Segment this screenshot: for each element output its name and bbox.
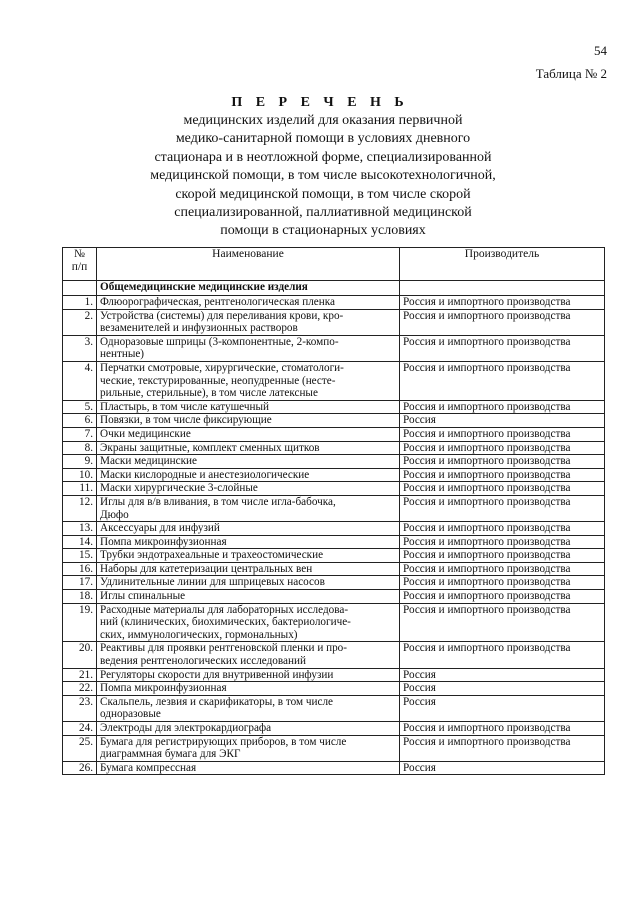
row-number: 2. (63, 309, 97, 335)
row-manufacturer: Россия и импортного производства (400, 361, 605, 400)
row-name: Флюорографическая, рентгенологическая пленка (97, 296, 400, 310)
row-manufacturer: Россия и импортного производства (400, 335, 605, 361)
row-manufacturer: Россия и импортного производства (400, 642, 605, 668)
row-number: 4. (63, 361, 97, 400)
row-number: 19. (63, 603, 97, 642)
row-name: Электроды для электрокардиографа (97, 722, 400, 736)
row-manufacturer: Россия и импортного производства (400, 427, 605, 441)
row-manufacturer: Россия и импортного производства (400, 522, 605, 536)
row-number: 21. (63, 668, 97, 682)
table-row (63, 335, 605, 361)
page-number: 54 (594, 43, 607, 58)
table-row (63, 400, 605, 414)
row-number: 10. (63, 468, 97, 482)
row-number: 26. (63, 761, 97, 775)
table-row (63, 522, 605, 536)
row-number: 16. (63, 562, 97, 576)
row-name: Реактивы для проявки рентгеновской пленки и про- ведения рентгенологических исследований (97, 642, 400, 668)
row-name: Маски хирургические 3-слойные (97, 482, 400, 496)
table-row (63, 761, 605, 775)
table-row (63, 642, 605, 668)
row-manufacturer: Россия и импортного производства (400, 309, 605, 335)
document-subtitle: медицинских изделий для оказания первичной медико-санитарной помощи в условиях дневного стационара и в неотложной форме, специализированной медицинской помощи, в том числе высокотехнологичной, скорой медицинской помощи, в том числе скорой специализированной, паллиативной медицинской помощи в стационарных условиях (150, 113, 496, 239)
table-row (63, 455, 605, 469)
table-row (63, 468, 605, 482)
row-name: Наборы для катетеризации центральных вен (97, 562, 400, 576)
row-name: Повязки, в том числе фиксирующие (97, 414, 400, 428)
row-name: Иглы спинальные (97, 590, 400, 604)
row-number: 22. (63, 682, 97, 696)
row-number: 20. (63, 642, 97, 668)
document-title: П Е Р Е Ч Е Н Ь (231, 95, 409, 110)
row-number: 25. (63, 735, 97, 761)
table-row (63, 495, 605, 521)
row-number: 17. (63, 576, 97, 590)
row-manufacturer: Россия (400, 682, 605, 696)
row-manufacturer: Россия и импортного производства (400, 441, 605, 455)
row-name: Перчатки смотровые, хирургические, стоматологи- ческие, текстурированные, неопудренные (несте- рильные, стерильные), в том числе латексные (97, 361, 400, 400)
table-row (63, 309, 605, 335)
header-name: Наименование (97, 248, 400, 281)
row-manufacturer: Россия и импортного производства (400, 603, 605, 642)
row-manufacturer: Россия и импортного производства (400, 590, 605, 604)
row-name: Трубки эндотрахеальные и трахеостомические (97, 549, 400, 563)
table-row (63, 576, 605, 590)
row-manufacturer: Россия и импортного производства (400, 400, 605, 414)
row-manufacturer: Россия и импортного производства (400, 722, 605, 736)
row-number: 18. (63, 590, 97, 604)
row-name: Пластырь, в том числе катушечный (97, 400, 400, 414)
table-row (63, 695, 605, 721)
table-label: Таблица № 2 (535, 66, 607, 81)
row-name: Очки медицинские (97, 427, 400, 441)
section-title: Общемедицинские медицинские изделия (97, 281, 400, 296)
row-name: Одноразовые шприцы (3-компонентные, 2-компо- нентные) (97, 335, 400, 361)
row-name: Регуляторы скорости для внутривенной инфузии (97, 668, 400, 682)
table-row (63, 414, 605, 428)
row-name: Иглы для в/в вливания, в том числе игла-бабочка, Дюфо (97, 495, 400, 521)
row-manufacturer: Россия и импортного производства (400, 455, 605, 469)
table-row (63, 549, 605, 563)
row-name: Бумага для регистрирующих приборов, в том числе диаграммная бумага для ЭКГ (97, 735, 400, 761)
row-manufacturer: Россия (400, 414, 605, 428)
row-name: Маски медицинские (97, 455, 400, 469)
row-manufacturer: Россия и импортного производства (400, 562, 605, 576)
row-number: 15. (63, 549, 97, 563)
row-name: Расходные материалы для лабораторных исследова- ний (клинических, биохимических, бактериологиче- ских, иммунологических, гормональных) (97, 603, 400, 642)
table-header-row (63, 248, 605, 281)
row-name: Устройства (системы) для переливания крови, кро- везаменителей и инфузионных растворов (97, 309, 400, 335)
row-manufacturer: Россия (400, 761, 605, 775)
table-row (63, 296, 605, 310)
row-number: 23. (63, 695, 97, 721)
table-row (63, 722, 605, 736)
row-number: 13. (63, 522, 97, 536)
section-number-cell (63, 281, 97, 296)
row-name: Скальпель, лезвия и скарификаторы, в том числе одноразовые (97, 695, 400, 721)
row-name: Удлинительные линии для шприцевых насосов (97, 576, 400, 590)
row-number: 1. (63, 296, 97, 310)
section-row (63, 281, 605, 296)
table-row (63, 441, 605, 455)
table-row (63, 562, 605, 576)
table-row (63, 735, 605, 761)
header-number: № п/п (63, 248, 97, 281)
row-name: Аксессуары для инфузий (97, 522, 400, 536)
row-name: Помпа микроинфузионная (97, 682, 400, 696)
row-manufacturer: Россия (400, 695, 605, 721)
row-number: 14. (63, 535, 97, 549)
table-row (63, 590, 605, 604)
row-number: 11. (63, 482, 97, 496)
row-number: 6. (63, 414, 97, 428)
row-name: Экраны защитные, комплект сменных щитков (97, 441, 400, 455)
table-row (63, 535, 605, 549)
row-number: 8. (63, 441, 97, 455)
row-name: Маски кислородные и анестезиологические (97, 468, 400, 482)
row-manufacturer: Россия и импортного производства (400, 549, 605, 563)
row-manufacturer: Россия и импортного производства (400, 576, 605, 590)
table-row (63, 361, 605, 400)
row-manufacturer: Россия (400, 668, 605, 682)
table-row (63, 668, 605, 682)
row-manufacturer: Россия и импортного производства (400, 735, 605, 761)
row-manufacturer: Россия и импортного производства (400, 296, 605, 310)
row-number: 12. (63, 495, 97, 521)
row-name: Помпа микроинфузионная (97, 535, 400, 549)
row-manufacturer: Россия и импортного производства (400, 482, 605, 496)
table-row (63, 603, 605, 642)
table-row (63, 482, 605, 496)
row-number: 9. (63, 455, 97, 469)
row-manufacturer: Россия и импортного производства (400, 535, 605, 549)
row-manufacturer: Россия и импортного производства (400, 495, 605, 521)
row-number: 3. (63, 335, 97, 361)
row-number: 24. (63, 722, 97, 736)
row-name: Бумага компрессная (97, 761, 400, 775)
table-row (63, 427, 605, 441)
row-manufacturer: Россия и импортного производства (400, 468, 605, 482)
medical-devices-table (62, 247, 605, 775)
row-number: 7. (63, 427, 97, 441)
header-manufacturer: Производитель (400, 248, 605, 281)
row-number: 5. (63, 400, 97, 414)
table-row (63, 682, 605, 696)
section-manufacturer-cell (400, 281, 605, 296)
